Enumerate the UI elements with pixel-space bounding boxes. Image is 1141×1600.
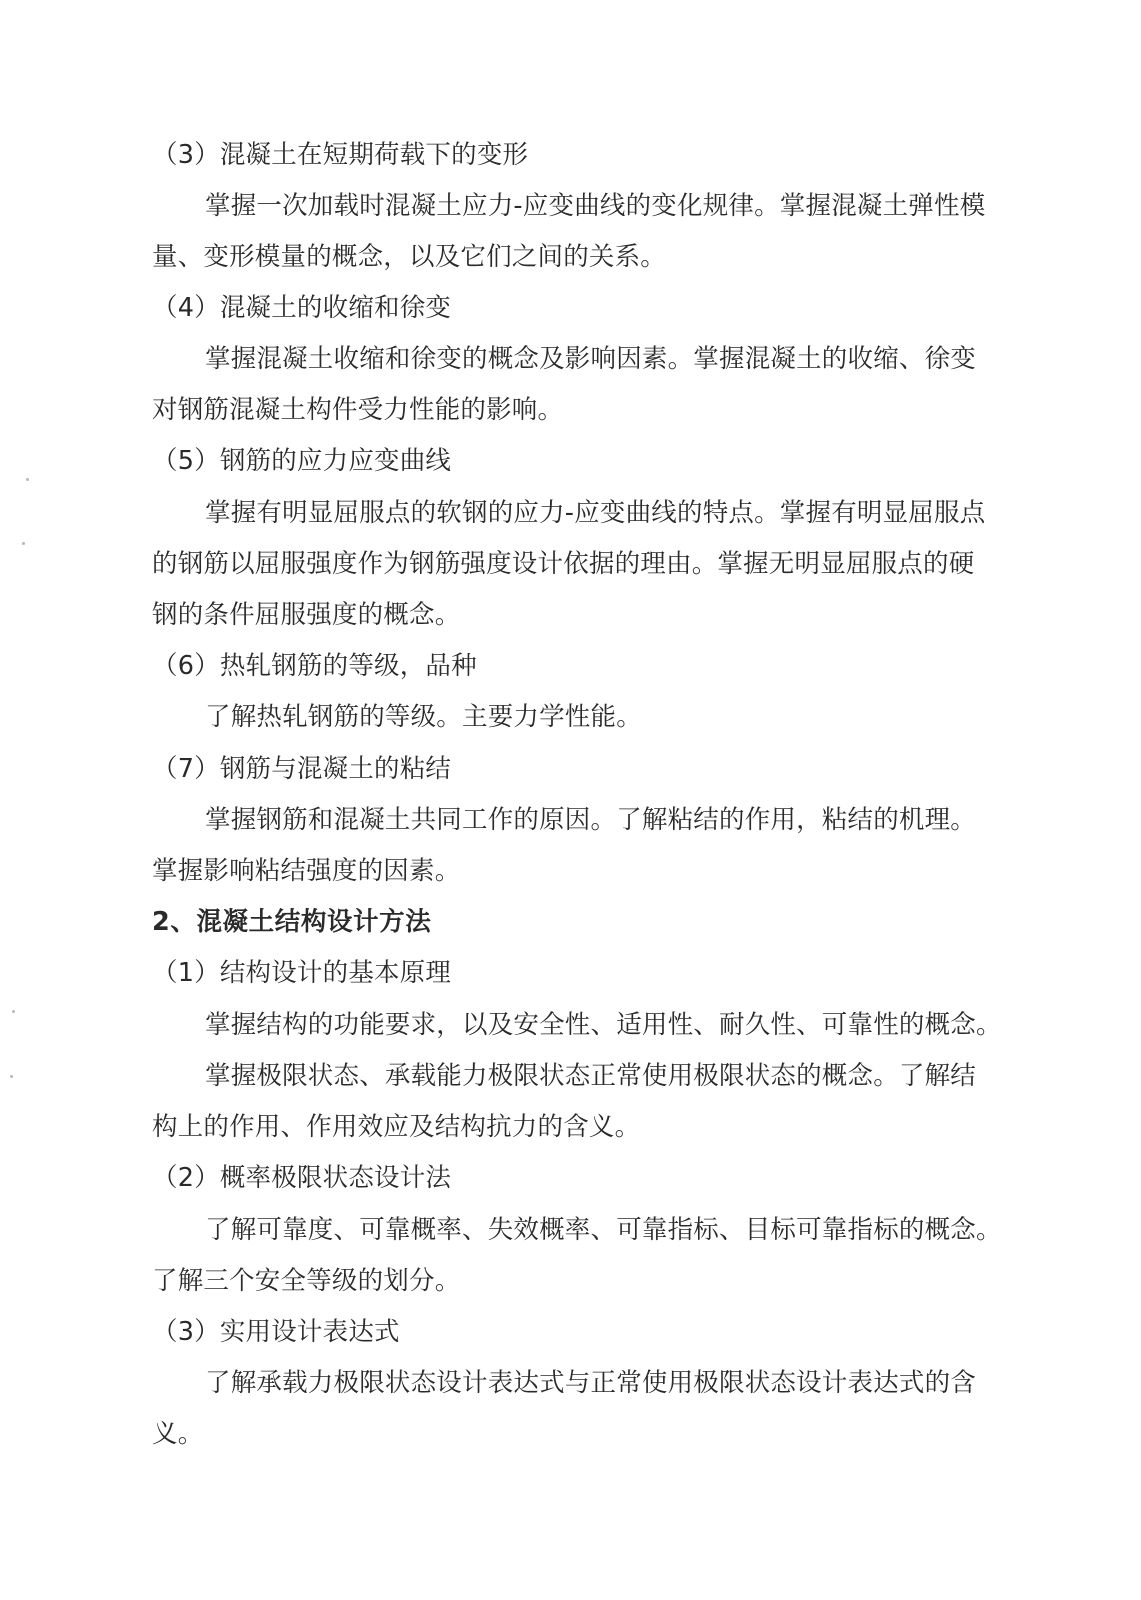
paragraph-line: 了解可靠度、可靠概率、失效概率、可靠指标、目标可靠指标的概念。 xyxy=(205,1215,1002,1245)
paragraph-line: 的钢筋以屈服强度作为钢筋强度设计依据的理由。掌握无明显屈服点的硬 xyxy=(152,549,975,579)
paragraph-line: 掌握钢筋和混凝土共同工作的原因。了解粘结的作用，粘结的机理。 xyxy=(205,805,977,835)
scan-speck xyxy=(26,478,29,481)
subsection-heading-5-steel-stress-strain: （5）钢筋的应力应变曲线 xyxy=(152,446,452,476)
paragraph-line: 钢的条件屈服强度的概念。 xyxy=(152,600,461,630)
paragraph-line: 掌握结构的功能要求，以及安全性、适用性、耐久性、可靠性的概念。 xyxy=(205,1010,1002,1040)
scan-speck xyxy=(12,1010,15,1013)
paragraph-line: 对钢筋混凝土构件受力性能的影响。 xyxy=(152,395,564,425)
subsection-heading-3-practical-expressions: （3）实用设计表达式 xyxy=(152,1317,400,1347)
section-heading-2-design-methods: 2、混凝土结构设计方法 xyxy=(152,907,432,937)
paragraph-line: 了解热轧钢筋的等级。主要力学性能。 xyxy=(205,702,642,732)
scan-speck xyxy=(10,1075,13,1078)
subsection-heading-4-shrinkage-creep: （4）混凝土的收缩和徐变 xyxy=(152,293,452,323)
paragraph-line: 掌握一次加载时混凝土应力-应变曲线的变化规律。掌握混凝土弹性模 xyxy=(205,191,986,221)
scan-speck xyxy=(22,542,25,545)
subsection-heading-7-bond: （7）钢筋与混凝土的粘结 xyxy=(152,754,452,784)
subsection-heading-1-basic-principles: （1）结构设计的基本原理 xyxy=(152,958,452,988)
subsection-heading-6-hot-rolled-steel: （6）热轧钢筋的等级，品种 xyxy=(152,651,477,681)
paragraph-line: 了解三个安全等级的划分。 xyxy=(152,1266,461,1296)
paragraph-line: 掌握混凝土收缩和徐变的概念及影响因素。掌握混凝土的收缩、徐变 xyxy=(205,344,977,374)
paragraph-line: 掌握极限状态、承载能力极限状态正常使用极限状态的概念。了解结 xyxy=(205,1061,977,1091)
subsection-heading-2-probabilistic-limit-state: （2）概率极限状态设计法 xyxy=(152,1163,452,1193)
paragraph-line: 义。 xyxy=(152,1419,204,1449)
paragraph-line: 构上的作用、作用效应及结构抗力的含义。 xyxy=(152,1112,641,1142)
paragraph-line: 掌握影响粘结强度的因素。 xyxy=(152,856,461,886)
paragraph-line: 掌握有明显屈服点的软钢的应力-应变曲线的特点。掌握有明显屈服点 xyxy=(205,498,986,528)
paragraph-line: 量、变形模量的概念，以及它们之间的关系。 xyxy=(152,242,667,272)
paragraph-line: 了解承载力极限状态设计表达式与正常使用极限状态设计表达式的含 xyxy=(205,1368,977,1398)
subsection-heading-3-short-term-deformation: （3）混凝土在短期荷载下的变形 xyxy=(152,140,529,170)
